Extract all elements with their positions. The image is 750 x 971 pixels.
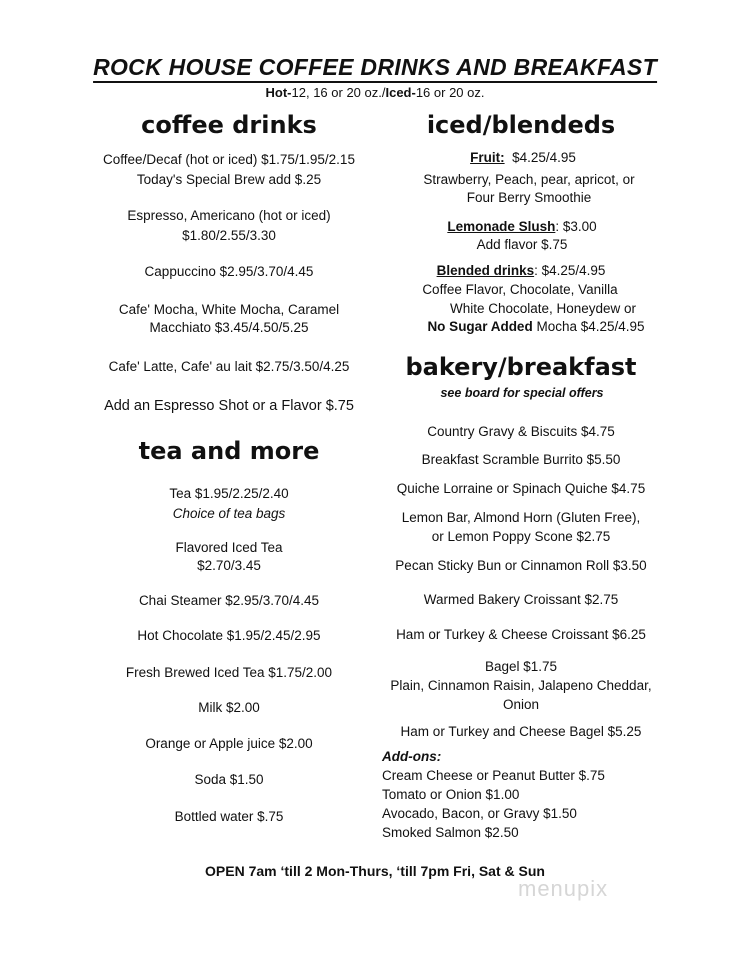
- menu-line: Lemon Bar, Almond Horn (Gluten Free),: [401, 510, 641, 525]
- hot-label: Hot-: [265, 85, 292, 100]
- no-sugar-label: No Sugar Added: [427, 319, 533, 334]
- menu-line: Warmed Bakery Croissant $2.75: [423, 592, 619, 607]
- iced-sizes: 16 or 20 oz.: [415, 85, 485, 100]
- blended-label: Blended drinks: [436, 263, 535, 278]
- menu-line: Cafe' Latte, Cafe' au lait $2.75/3.50/4.25: [108, 359, 350, 374]
- blended-price: : $4.25/4.95: [534, 263, 606, 278]
- menu-line: Milk $2.00: [198, 700, 260, 715]
- menu-line: $1.80/2.55/3.30: [182, 228, 276, 243]
- menu-line: Coffee Flavor, Chocolate, Vanilla: [422, 282, 618, 297]
- menu-line: Country Gravy & Biscuits $4.75: [427, 424, 615, 439]
- menu-line: Add flavor $.75: [476, 237, 568, 252]
- no-sugar-rest: Mocha $4.25/4.95: [536, 319, 645, 334]
- lemonade-price: : $3.00: [555, 219, 597, 234]
- iced-blendeds-heading: iced/blendeds: [426, 111, 616, 139]
- menu-line: Flavored Iced Tea: [175, 540, 283, 555]
- menu-line: Macchiato $3.45/4.50/5.25: [149, 320, 309, 335]
- menu-line: Add an Espresso Shot or a Flavor $.75: [104, 398, 354, 414]
- size-info: [266, 84, 485, 102]
- tea-and-more-heading: tea and more: [138, 437, 320, 465]
- addon-item: Tomato or Onion $1.00: [382, 787, 520, 802]
- menu-line: Tea $1.95/2.25/2.40: [169, 486, 289, 501]
- no-sugar-line: [427, 318, 644, 336]
- menu-line: Chai Steamer $2.95/3.70/4.45: [138, 593, 320, 608]
- addons-heading: Add-ons:: [382, 749, 442, 764]
- bakery-breakfast-heading: bakery/breakfast: [405, 353, 637, 381]
- menu-line: Soda $1.50: [194, 772, 264, 787]
- blended-line: [437, 262, 606, 280]
- menu-line: Cappuccino $2.95/3.70/4.45: [144, 264, 314, 279]
- fruit-price: $4.25/4.95: [512, 150, 576, 165]
- menu-title: ROCK HOUSE COFFEE DRINKS AND BREAKFAST: [93, 54, 657, 83]
- menu-line: Breakfast Scramble Burrito $5.50: [421, 452, 621, 467]
- menu-line: Orange or Apple juice $2.00: [145, 736, 313, 751]
- lemonade-line: [447, 218, 596, 236]
- menu-line: Strawberry, Peach, pear, apricot, or: [423, 172, 635, 187]
- menu-line: Onion: [502, 697, 540, 712]
- addon-item: Avocado, Bacon, or Gravy $1.50: [382, 806, 577, 821]
- menu-line: Ham or Turkey and Cheese Bagel $5.25: [400, 724, 642, 739]
- opening-hours: OPEN 7am ‘till 2 Mon-Thurs, ‘till 7pm Fri, Sat & Sun: [205, 863, 545, 879]
- addon-item: Smoked Salmon $2.50: [382, 825, 519, 840]
- menu-line: Bottled water $.75: [174, 809, 284, 824]
- menu-line: Quiche Lorraine or Spinach Quiche $4.75: [396, 481, 646, 496]
- fruit-line: [470, 149, 576, 167]
- special-offers-note: see board for special offers: [440, 386, 604, 400]
- lemonade-label: Lemonade Slush: [447, 219, 556, 234]
- menu-line: $2.70/3.45: [197, 558, 261, 573]
- menu-line: Four Berry Smoothie: [466, 190, 592, 205]
- watermark: menupix: [518, 876, 609, 901]
- menu-line: Pecan Sticky Bun or Cinnamon Roll $3.50: [395, 558, 647, 573]
- menu-line: Bagel $1.75: [484, 659, 558, 674]
- menu-line: Cafe' Mocha, White Mocha, Caramel: [118, 302, 340, 317]
- menu-line: Choice of tea bags: [172, 506, 286, 521]
- menu-line: Coffee/Decaf (hot or iced) $1.75/1.95/2.15: [103, 152, 355, 167]
- menu-line: Ham or Turkey & Cheese Croissant $6.25: [396, 627, 646, 642]
- menu-line: Plain, Cinnamon Raisin, Jalapeno Cheddar,: [390, 678, 652, 693]
- menu-line: Today's Special Brew add $.25: [136, 172, 322, 187]
- coffee-drinks-heading: coffee drinks: [141, 111, 317, 139]
- addon-item: Cream Cheese or Peanut Butter $.75: [382, 768, 605, 783]
- hot-sizes: 12, 16 or 20 oz./: [291, 85, 386, 100]
- menu-line: or Lemon Poppy Scone $2.75: [431, 529, 611, 544]
- iced-label: Iced-: [385, 85, 416, 100]
- menu-line: Espresso, Americano (hot or iced): [127, 208, 331, 223]
- menu-line: Fresh Brewed Iced Tea $1.75/2.00: [125, 665, 333, 680]
- menu-line: Hot Chocolate $1.95/2.45/2.95: [137, 628, 321, 643]
- menu-line: White Chocolate, Honeydew or: [449, 301, 637, 316]
- fruit-label: Fruit:: [470, 150, 505, 165]
